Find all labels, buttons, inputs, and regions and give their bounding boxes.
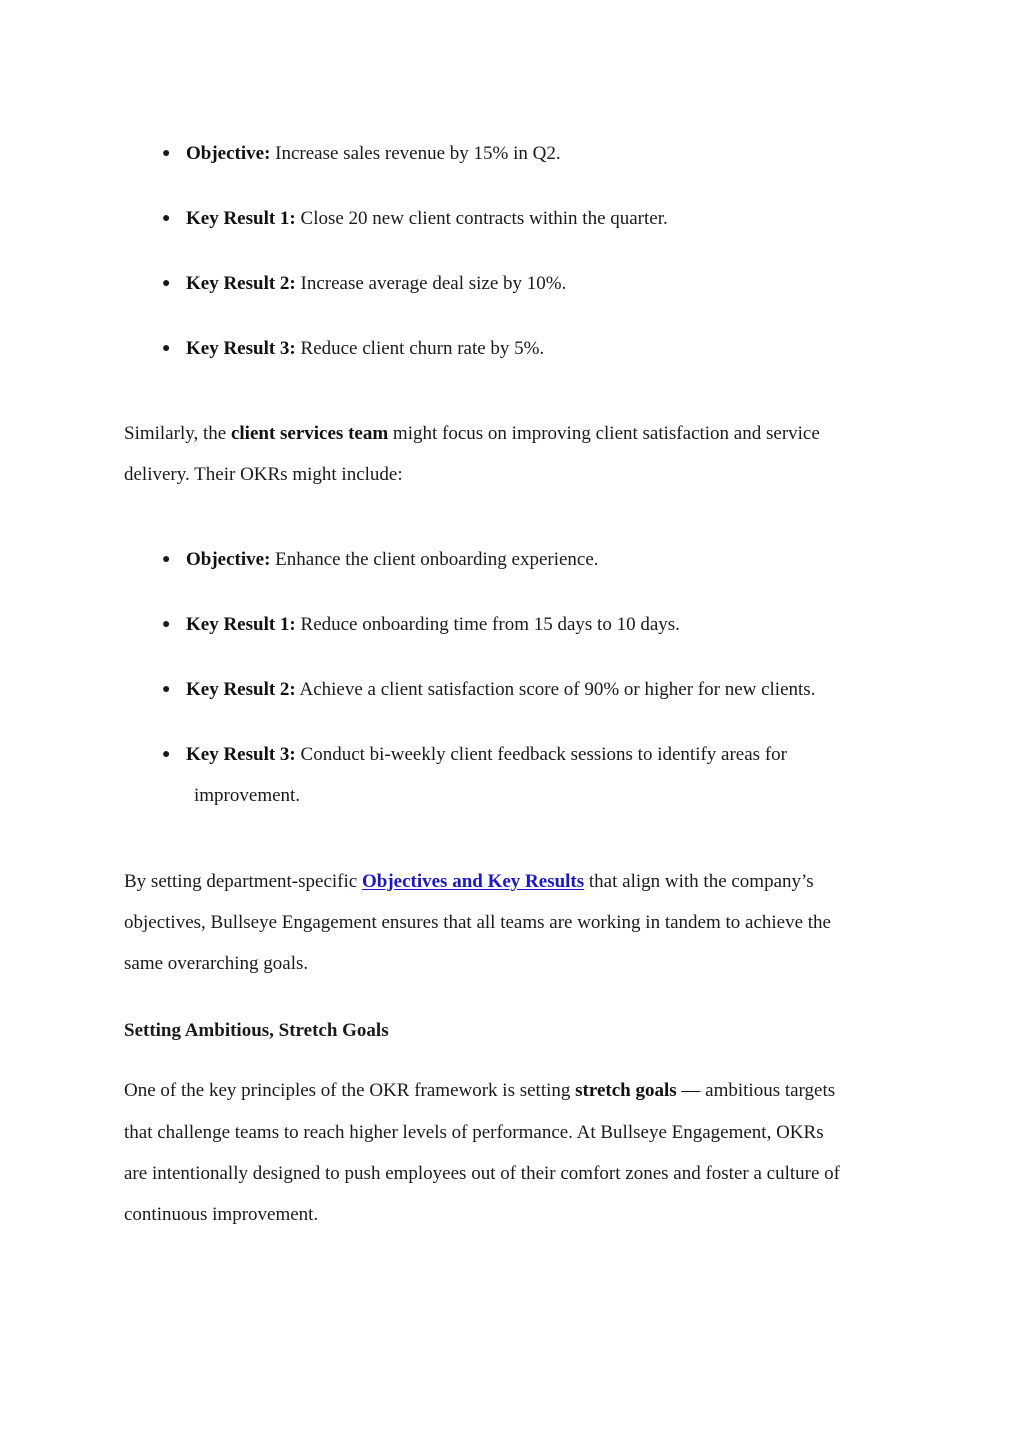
item-label: Objective: [186, 143, 271, 164]
item-label: Objective: [186, 549, 271, 570]
item-label: Key Result 3: [186, 744, 296, 765]
paragraph-line [124, 870, 814, 894]
bold-run: stretch goals [575, 1080, 677, 1101]
paragraph-line: continuous improvement. [124, 1204, 319, 1225]
item-text: Enhance the client onboarding experience. [270, 549, 599, 570]
list-item [186, 743, 787, 767]
list-item [186, 613, 680, 637]
text-run: that align with the company’s [584, 871, 814, 892]
paragraph-line: same overarching goals. [124, 953, 309, 974]
item-text: Close 20 new client contracts within the quarter. [295, 208, 668, 229]
list-item [186, 142, 561, 166]
paragraph-line: delivery. Their OKRs might include: [124, 464, 403, 485]
paragraph-line [124, 1079, 835, 1103]
text-run: — ambitious targets [676, 1080, 836, 1101]
paragraph-line: objectives, Bullseye Engagement ensures that all teams are working in tandem to achieve the [124, 912, 831, 933]
bullet-icon: ● [162, 146, 171, 161]
item-text: Achieve a client satisfaction score of 90% or higher for new clients. [295, 679, 816, 700]
text-run: One of the key principles of the OKR framework is setting [124, 1080, 576, 1101]
text-run: might focus on improving client satisfaction and service [388, 423, 820, 444]
item-text: Increase sales revenue by 15% in Q2. [270, 143, 561, 164]
bullet-icon: ● [162, 747, 171, 762]
item-text: Increase average deal size by 10%. [295, 273, 567, 294]
bullet-icon: ● [162, 617, 171, 632]
item-label: Key Result 3: [186, 338, 296, 359]
bullet-icon: ● [162, 276, 171, 291]
text-run: By setting department-specific [124, 871, 362, 892]
objectives-key-results-link[interactable]: Objectives and Key Results [361, 871, 585, 892]
list-item [186, 272, 566, 296]
paragraph-line: that challenge teams to reach higher levels of performance. At Bullseye Engagement, OKRs [124, 1122, 824, 1143]
bullet-icon: ● [162, 682, 171, 697]
item-label: Key Result 2: [186, 679, 296, 700]
paragraph-line [124, 422, 820, 446]
text-run: Similarly, the [124, 423, 231, 444]
item-text: Reduce client churn rate by 5%. [295, 338, 545, 359]
section-heading: Setting Ambitious, Stretch Goals [124, 1020, 389, 1041]
list-item-continuation: improvement. [194, 785, 301, 806]
paragraph-line: are intentionally designed to push employees out of their comfort zones and foster a culture of [124, 1163, 840, 1184]
bullet-icon: ● [162, 552, 171, 567]
list-item [186, 337, 544, 361]
bullet-icon: ● [162, 341, 171, 356]
bold-run: client services team [230, 423, 389, 444]
item-label: Key Result 1: [186, 614, 296, 635]
item-label: Key Result 1: [186, 208, 296, 229]
item-text: Reduce onboarding time from 15 days to 10 days. [295, 614, 680, 635]
list-item [186, 207, 668, 231]
list-item [186, 548, 599, 572]
bullet-icon: ● [162, 211, 171, 226]
list-item [186, 678, 815, 702]
item-label: Key Result 2: [186, 273, 296, 294]
item-text: Conduct bi-weekly client feedback sessions to identify areas for [295, 744, 787, 765]
